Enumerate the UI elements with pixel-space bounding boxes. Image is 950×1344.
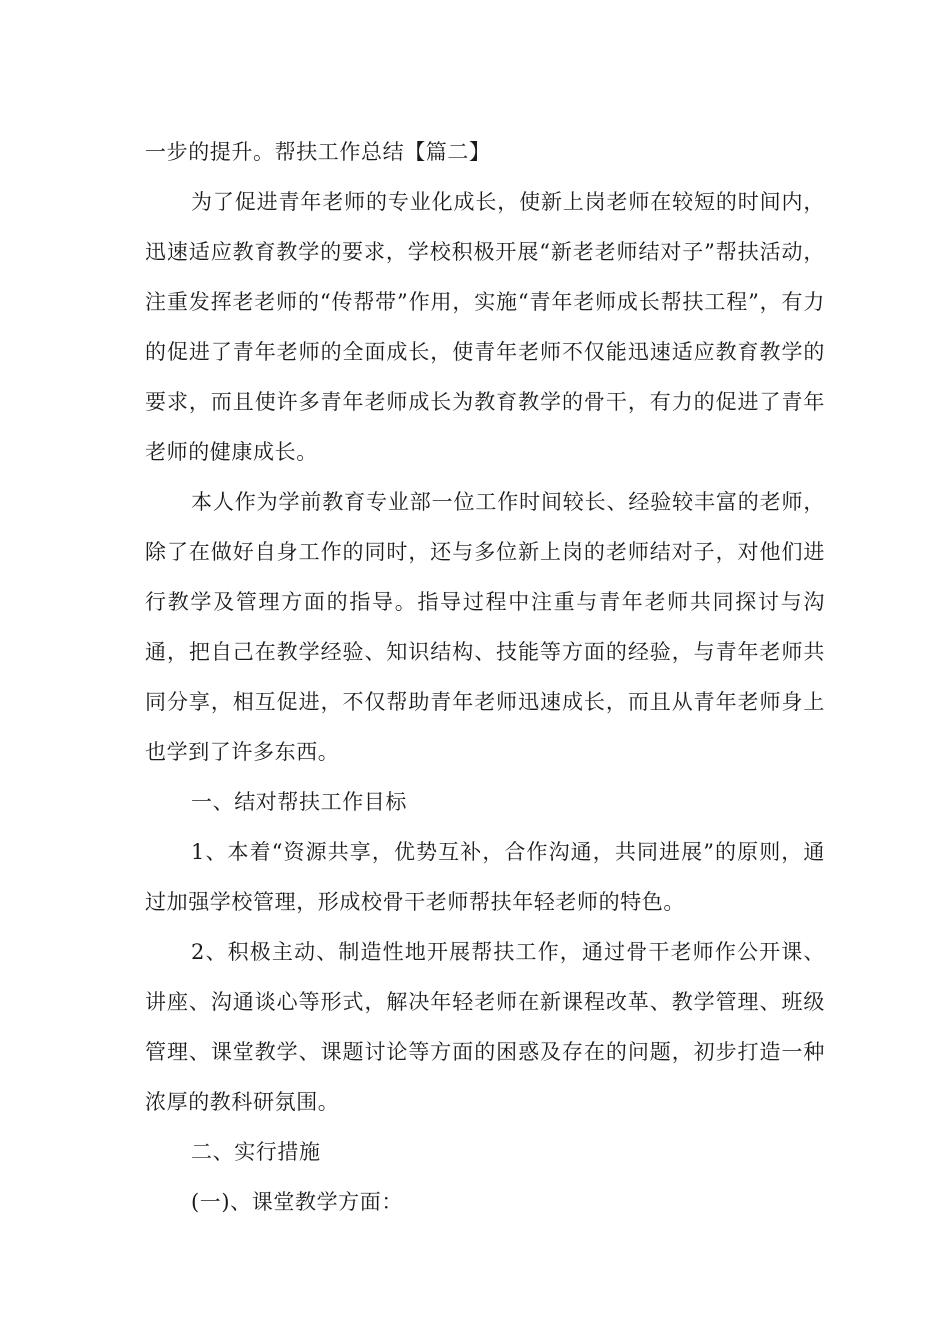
document-body	[145, 127, 825, 1227]
paragraph-goal-1: 1、本着“资源共享，优势互补，合作沟通，共同进展”的原则，通过加强学校管理，形成校骨干老师帮扶年轻老师的特色。	[145, 840, 825, 914]
section-heading-measures: 二、实行措施	[191, 1140, 321, 1164]
paragraph-goal-2: 2、积极主动、制造性地开展帮扶工作，通过骨干老师作公开课、讲座、沟通谈心等形式，解决年轻老师在新课程改革、教学管理、班级管理、课堂教学、课题讨论等方面的困惑及存在的问题，初步打造一种浓厚的教科研氛围。	[145, 940, 825, 1114]
paragraph-self-role: 本人作为学前教育专业部一位工作时间较长、经验较丰富的老师，除了在做好自身工作的同时，还与多位新上岗的老师结对子，对他们进行教学及管理方面的指导。指导过程中注重与青年老师共同探讨与沟通，把自己在教学经验、知识结构、技能等方面的经验，与青年老师共同分享，相互促进，不仅帮助青年老师迅速成长，而且从青年老师身上也学到了许多东西。	[145, 490, 825, 764]
paragraph-intro: 为了促进青年老师的专业化成长，使新上岗老师在较短的时间内，迅速适应教育教学的要求，学校积极开展“新老老师结对子”帮扶活动，注重发挥老老师的“传帮带”作用，实施“青年老师成长帮扶工程”，有力的促进了青年老师的全面成长，使青年老师不仅能迅速适应教育教学的要求，而且使许多青年老师成长为教育教学的骨干，有力的促进了青年老师的健康成长。	[145, 190, 825, 464]
section-heading-goals: 一、结对帮扶工作目标	[191, 790, 407, 814]
subsection-heading-classroom: (一)、课堂教学方面：	[191, 1190, 403, 1214]
paragraph-continuation-heading: 一步的提升。帮扶工作总结【篇二】	[145, 140, 491, 164]
